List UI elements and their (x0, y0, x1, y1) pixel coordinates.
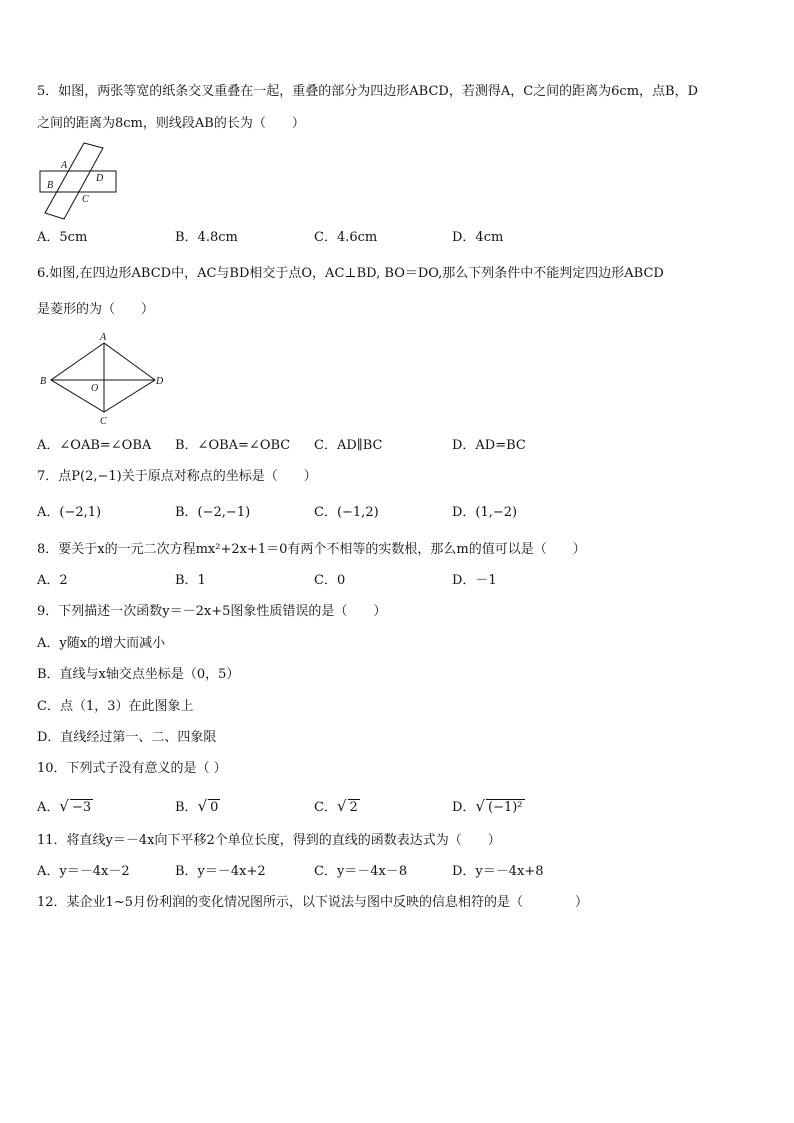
q7-option-c: C．(−1,2) (314, 505, 379, 520)
q12-stem: 12．某企业1~5月份利润的变化情况图所示，以下说法与图中反映的信息相符的是（ ） (37, 895, 588, 910)
q5-label-c: C (82, 194, 89, 205)
q5-option-a: A．5cm (37, 230, 88, 245)
q11-option-b: B．y＝－4x+2 (175, 864, 266, 879)
q6-figure (37, 330, 172, 428)
q10-option-c-label: C． (314, 800, 337, 815)
q5-stem-line1: 5．如图，两张等宽的纸条交叉重叠在一起，重叠的部分为四边形ABCD，若测得A，C之间的距离为6cm，点B，D (37, 84, 699, 99)
q11-option-c: C．y＝－4x－8 (314, 864, 408, 879)
q5-label-b: B (47, 180, 54, 191)
q10-option-a-label: A． (37, 800, 60, 815)
q6-option-a: A．∠OAB=∠OBA (37, 438, 152, 453)
q10-option-a (37, 796, 93, 818)
q9-option-d: D．直线经过第一、二、四象限 (37, 730, 217, 745)
q5-option-b: B．4.8cm (175, 230, 238, 245)
q8-option-c: C．0 (314, 573, 346, 588)
q9-stem: 9．下列描述一次函数y＝－2x+5图象性质错误的是（ ） (37, 604, 387, 619)
q8-option-a: A．2 (37, 573, 68, 588)
q6-label-b: B (40, 376, 47, 387)
radical-sign-icon: √ (59, 797, 69, 815)
q5-option-d: D．4cm (452, 230, 504, 245)
q10-option-b-radicand: 0 (210, 800, 219, 815)
q5-label-a: A (61, 160, 68, 171)
q7-stem: 7．点P(2,−1)关于原点对称点的坐标是（ ） (37, 469, 317, 484)
q10-option-d-label: D． (452, 800, 476, 815)
q10-stem: 10．下列式子没有意义的是（ ） (37, 761, 227, 776)
radical-sign-icon: √ (197, 797, 208, 815)
q10-option-c (314, 796, 360, 818)
q10-option-c-radicand: 2 (349, 800, 358, 815)
q6-option-b: B．∠OBA=∠OBC (175, 438, 291, 453)
q6-label-o: O (91, 383, 99, 394)
q7-option-b: B．(−2,−1) (175, 505, 251, 520)
q6-label-c: C (100, 416, 107, 427)
q6-option-d: D．AD=BC (452, 438, 526, 453)
q5-stem-line2: 之间的距离为8cm，则线段AB的长为（ ） (37, 116, 305, 131)
q5-figure (37, 140, 123, 222)
q10-option-a-radicand: −3 (71, 800, 92, 815)
q6-label-a: A (100, 332, 107, 343)
q6-option-c: C．AD∥BC (314, 438, 383, 453)
q9-option-b: B．直线与x轴交点坐标是（0，5） (37, 667, 240, 682)
q11-stem: 11．将直线y＝－4x向下平移2个单位长度，得到的直线的函数表达式为（ ） (37, 833, 501, 848)
q11-option-a: A．y＝－4x－2 (37, 864, 130, 879)
q8-option-d: D．－1 (452, 573, 497, 588)
q9-option-c: C．点（1，3）在此图象上 (37, 699, 194, 714)
q5-label-d: D (96, 173, 104, 184)
q10-option-d-radicand: (−1)² (488, 800, 523, 815)
q6-label-d: D (156, 376, 164, 387)
radical-sign-icon: √ (336, 797, 347, 815)
q7-option-a: A．(−2,1) (37, 505, 102, 520)
q6-stem-line2: 是菱形的为（ ） (37, 302, 155, 317)
q7-option-d: D．(1,−2) (452, 505, 518, 520)
q10-option-b-label: B． (175, 800, 198, 815)
q9-option-a: A．y随x的增大而减小 (37, 636, 166, 651)
q8-option-b: B．1 (175, 573, 206, 588)
q6-stem-line1: 6.如图,在四边形ABCD中，AC与BD相交于点O，AC⊥BD, BO＝DO,那么下列条件中不能判定四边形ABCD (37, 266, 664, 281)
q5-option-c: C．4.6cm (314, 230, 378, 245)
radical-sign-icon: √ (475, 797, 485, 815)
q10-option-b (175, 796, 220, 818)
q8-stem: 8．要关于x的一元二次方程mx²+2x+1＝0有两个不相等的实数根，那么m的值可以是（ ） (37, 542, 586, 557)
q11-option-d: D．y＝－4x+8 (452, 864, 544, 879)
q10-option-d (452, 796, 525, 818)
